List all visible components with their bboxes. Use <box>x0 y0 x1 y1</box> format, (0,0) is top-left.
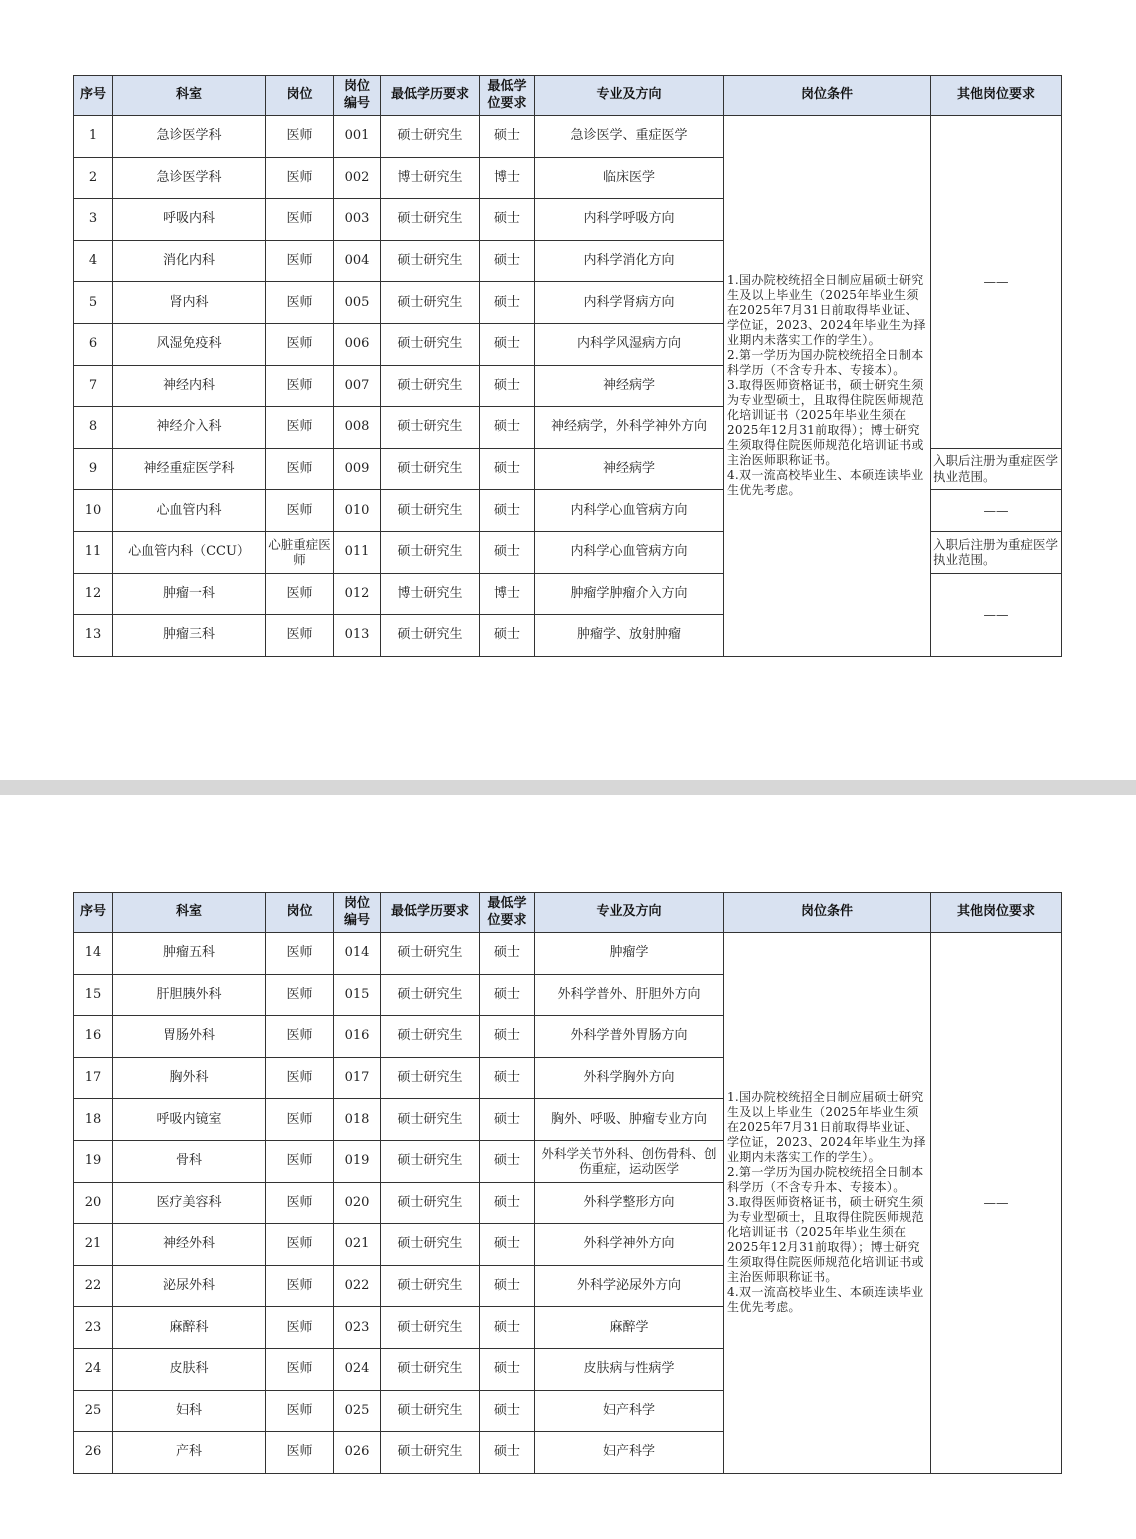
major-cell: 外科学胸外方向 <box>535 1057 724 1099</box>
condition-item: 1.国办院校统招全日制应届硕士研究生及以上毕业生（2025年毕业生须在2025年7月31日前取得毕业证、学位证，2023、2024年毕业生为择业期内未落实工作的学生）。 <box>727 1090 926 1165</box>
header-post-code-line1: 岗位 <box>343 79 370 95</box>
post-cell: 医师 <box>266 1390 334 1432</box>
condition-item: 2.第一学历为国办院校统招全日制本科学历（不含专升本、专接本）。 <box>727 1165 924 1195</box>
dept-cell: 肿瘤一科 <box>113 573 266 615</box>
post-cell: 医师 <box>266 448 334 490</box>
header-post-code <box>334 893 381 933</box>
header-seq: 序号 <box>74 76 113 116</box>
degree-cell: 硕士 <box>480 282 535 324</box>
dept-cell: 心血管内科（CCU） <box>113 531 266 573</box>
code-cell: 005 <box>334 282 381 324</box>
seq-cell: 22 <box>74 1265 113 1307</box>
post-cell: 医师 <box>266 1224 334 1266</box>
dept-cell: 妇科 <box>113 1390 266 1432</box>
seq-cell: 4 <box>74 240 113 282</box>
edu-cell: 硕士研究生 <box>381 448 480 490</box>
seq-cell: 25 <box>74 1390 113 1432</box>
code-cell: 022 <box>334 1265 381 1307</box>
degree-cell: 硕士 <box>480 116 535 158</box>
degree-cell: 硕士 <box>480 1182 535 1224</box>
degree-cell: 硕士 <box>480 323 535 365</box>
code-cell: 014 <box>334 933 381 975</box>
seq-cell: 21 <box>74 1224 113 1266</box>
degree-cell: 硕士 <box>480 615 535 657</box>
major-cell: 麻醉学 <box>535 1307 724 1349</box>
header-post-code <box>334 76 381 116</box>
code-cell: 003 <box>334 199 381 241</box>
major-cell: 外科学关节外科、创伤骨科、创伤重症，运动医学 <box>535 1140 724 1182</box>
major-cell: 外科学普外胃肠方向 <box>535 1016 724 1058</box>
header-condition: 岗位条件 <box>724 893 931 933</box>
degree-cell: 博士 <box>480 157 535 199</box>
seq-cell: 17 <box>74 1057 113 1099</box>
other-note-cell: 入职后注册为重症医学执业范围。 <box>931 531 1062 573</box>
dept-cell: 肿瘤三科 <box>113 615 266 657</box>
major-cell: 妇产科学 <box>535 1390 724 1432</box>
seq-cell: 14 <box>74 933 113 975</box>
header-degree-line2: 位要求 <box>487 95 527 111</box>
header-edu: 最低学历要求 <box>381 76 480 116</box>
other-dash-cell: —— <box>931 116 1062 449</box>
dept-cell: 肾内科 <box>113 282 266 324</box>
seq-cell: 23 <box>74 1307 113 1349</box>
edu-cell: 硕士研究生 <box>381 407 480 449</box>
major-cell: 肿瘤学 <box>535 933 724 975</box>
major-cell: 外科学整形方向 <box>535 1182 724 1224</box>
edu-cell: 硕士研究生 <box>381 240 480 282</box>
edu-cell: 硕士研究生 <box>381 1057 480 1099</box>
major-cell: 神经病学 <box>535 365 724 407</box>
degree-cell: 硕士 <box>480 1016 535 1058</box>
major-cell: 胸外、呼吸、肿瘤专业方向 <box>535 1099 724 1141</box>
degree-cell: 博士 <box>480 573 535 615</box>
edu-cell: 硕士研究生 <box>381 1182 480 1224</box>
condition-cell <box>724 116 931 657</box>
seq-cell: 15 <box>74 974 113 1016</box>
code-cell: 024 <box>334 1348 381 1390</box>
dept-cell: 呼吸内镜室 <box>113 1099 266 1141</box>
major-cell: 外科学普外、肝胆外方向 <box>535 974 724 1016</box>
post-cell: 医师 <box>266 1432 334 1474</box>
degree-cell: 硕士 <box>480 933 535 975</box>
dept-cell: 医疗美容科 <box>113 1182 266 1224</box>
seq-cell: 10 <box>74 490 113 532</box>
edu-cell: 硕士研究生 <box>381 365 480 407</box>
edu-cell: 硕士研究生 <box>381 1390 480 1432</box>
seq-cell: 16 <box>74 1016 113 1058</box>
seq-cell: 20 <box>74 1182 113 1224</box>
page-2 <box>0 795 1136 1539</box>
post-cell: 医师 <box>266 1099 334 1141</box>
edu-cell: 硕士研究生 <box>381 531 480 573</box>
code-cell: 025 <box>334 1390 381 1432</box>
major-cell: 肿瘤学、放射肿瘤 <box>535 615 724 657</box>
degree-cell: 硕士 <box>480 1348 535 1390</box>
edu-cell: 硕士研究生 <box>381 1265 480 1307</box>
dept-cell: 急诊医学科 <box>113 157 266 199</box>
degree-cell: 硕士 <box>480 240 535 282</box>
code-cell: 021 <box>334 1224 381 1266</box>
code-cell: 020 <box>334 1182 381 1224</box>
seq-cell: 6 <box>74 323 113 365</box>
header-post-code-line2: 编号 <box>343 95 370 111</box>
code-cell: 010 <box>334 490 381 532</box>
condition-item: 3.取得医师资格证书，硕士研究生须为专业型硕士，且取得住院医师规范化培训证书（2025年毕业生须在2025年12月31前取得）；博士研究生须取得住院医师规范化培训证书或主治医师职称证书。 <box>727 1195 924 1285</box>
major-cell: 外科学神外方向 <box>535 1224 724 1266</box>
degree-cell: 硕士 <box>480 1432 535 1474</box>
seq-cell: 1 <box>74 116 113 158</box>
dept-cell: 麻醉科 <box>113 1307 266 1349</box>
degree-cell: 硕士 <box>480 448 535 490</box>
header-other: 其他岗位要求 <box>931 893 1062 933</box>
condition-item: 2.第一学历为国办院校统招全日制本科学历（不含专升本、专接本）。 <box>727 348 924 378</box>
dept-cell: 急诊医学科 <box>113 116 266 158</box>
major-cell: 内科学肾病方向 <box>535 282 724 324</box>
condition-item: 4.双一流高校毕业生、本硕连读毕业生优先考虑。 <box>727 1285 924 1315</box>
seq-cell: 12 <box>74 573 113 615</box>
post-cell: 医师 <box>266 573 334 615</box>
code-cell: 011 <box>334 531 381 573</box>
dept-cell: 骨科 <box>113 1140 266 1182</box>
code-cell: 009 <box>334 448 381 490</box>
code-cell: 002 <box>334 157 381 199</box>
edu-cell: 硕士研究生 <box>381 1016 480 1058</box>
major-cell: 外科学泌尿外方向 <box>535 1265 724 1307</box>
seq-cell: 18 <box>74 1099 113 1141</box>
edu-cell: 博士研究生 <box>381 573 480 615</box>
edu-cell: 硕士研究生 <box>381 490 480 532</box>
code-cell: 015 <box>334 974 381 1016</box>
code-cell: 008 <box>334 407 381 449</box>
edu-cell: 硕士研究生 <box>381 1307 480 1349</box>
major-cell: 神经病学 <box>535 448 724 490</box>
seq-cell: 5 <box>74 282 113 324</box>
edu-cell: 硕士研究生 <box>381 933 480 975</box>
header-post-code-line1: 岗位 <box>343 896 370 912</box>
code-cell: 004 <box>334 240 381 282</box>
edu-cell: 硕士研究生 <box>381 1099 480 1141</box>
edu-cell: 硕士研究生 <box>381 282 480 324</box>
post-cell: 医师 <box>266 323 334 365</box>
dept-cell: 风湿免疫科 <box>113 323 266 365</box>
major-cell: 急诊医学、重症医学 <box>535 116 724 158</box>
degree-cell: 硕士 <box>480 199 535 241</box>
edu-cell: 硕士研究生 <box>381 323 480 365</box>
seq-cell: 19 <box>74 1140 113 1182</box>
post-cell: 医师 <box>266 240 334 282</box>
dept-cell: 胸外科 <box>113 1057 266 1099</box>
post-cell: 医师 <box>266 199 334 241</box>
recruitment-table-2 <box>73 892 1062 1474</box>
seq-cell: 2 <box>74 157 113 199</box>
header-dept: 科室 <box>113 893 266 933</box>
degree-cell: 硕士 <box>480 490 535 532</box>
degree-cell: 硕士 <box>480 1390 535 1432</box>
post-cell: 医师 <box>266 1348 334 1390</box>
post-cell: 医师 <box>266 1265 334 1307</box>
post-cell: 医师 <box>266 407 334 449</box>
dept-cell: 神经外科 <box>113 1224 266 1266</box>
degree-cell: 硕士 <box>480 531 535 573</box>
header-degree <box>480 76 535 116</box>
dept-cell: 神经重症医学科 <box>113 448 266 490</box>
header-post-code-line2: 编号 <box>343 912 370 928</box>
header-degree-line2: 位要求 <box>487 912 527 928</box>
major-cell: 内科学风湿病方向 <box>535 323 724 365</box>
header-other: 其他岗位要求 <box>931 76 1062 116</box>
edu-cell: 硕士研究生 <box>381 974 480 1016</box>
header-major: 专业及方向 <box>535 76 724 116</box>
degree-cell: 硕士 <box>480 365 535 407</box>
degree-cell: 硕士 <box>480 1224 535 1266</box>
seq-cell: 8 <box>74 407 113 449</box>
degree-cell: 硕士 <box>480 1265 535 1307</box>
dept-cell: 胃肠外科 <box>113 1016 266 1058</box>
edu-cell: 硕士研究生 <box>381 1432 480 1474</box>
dept-cell: 肿瘤五科 <box>113 933 266 975</box>
post-cell: 医师 <box>266 157 334 199</box>
degree-cell: 硕士 <box>480 1057 535 1099</box>
degree-cell: 硕士 <box>480 1099 535 1141</box>
other-dash-cell: —— <box>931 490 1062 532</box>
post-cell: 医师 <box>266 282 334 324</box>
post-cell: 医师 <box>266 490 334 532</box>
degree-cell: 硕士 <box>480 407 535 449</box>
post-cell: 医师 <box>266 1057 334 1099</box>
edu-cell: 硕士研究生 <box>381 1348 480 1390</box>
edu-cell: 硕士研究生 <box>381 1140 480 1182</box>
post-cell: 医师 <box>266 615 334 657</box>
seq-cell: 13 <box>74 615 113 657</box>
post-cell: 心脏重症医师 <box>266 531 334 573</box>
dept-cell: 泌尿外科 <box>113 1265 266 1307</box>
table-header-row <box>74 893 1062 933</box>
condition-item: 3.取得医师资格证书，硕士研究生须为专业型硕士，且取得住院医师规范化培训证书（2025年毕业生须在2025年12月31前取得）；博士研究生须取得住院医师规范化培训证书或主治医师职称证书。 <box>727 378 924 468</box>
seq-cell: 11 <box>74 531 113 573</box>
major-cell: 皮肤病与性病学 <box>535 1348 724 1390</box>
seq-cell: 9 <box>74 448 113 490</box>
code-cell: 019 <box>334 1140 381 1182</box>
code-cell: 017 <box>334 1057 381 1099</box>
seq-cell: 3 <box>74 199 113 241</box>
header-degree-line1: 最低学 <box>487 896 527 912</box>
page-divider <box>0 780 1136 795</box>
major-cell: 内科学呼吸方向 <box>535 199 724 241</box>
code-cell: 023 <box>334 1307 381 1349</box>
code-cell: 026 <box>334 1432 381 1474</box>
post-cell: 医师 <box>266 1140 334 1182</box>
major-cell: 肿瘤学肿瘤介入方向 <box>535 573 724 615</box>
major-cell: 妇产科学 <box>535 1432 724 1474</box>
major-cell: 临床医学 <box>535 157 724 199</box>
dept-cell: 肝胆胰外科 <box>113 974 266 1016</box>
code-cell: 012 <box>334 573 381 615</box>
seq-cell: 7 <box>74 365 113 407</box>
table-row <box>74 116 1062 158</box>
dept-cell: 神经内科 <box>113 365 266 407</box>
code-cell: 007 <box>334 365 381 407</box>
code-cell: 013 <box>334 615 381 657</box>
dept-cell: 产科 <box>113 1432 266 1474</box>
header-edu: 最低学历要求 <box>381 893 480 933</box>
code-cell: 001 <box>334 116 381 158</box>
post-cell: 医师 <box>266 974 334 1016</box>
header-post: 岗位 <box>266 76 334 116</box>
header-dept: 科室 <box>113 76 266 116</box>
edu-cell: 硕士研究生 <box>381 1224 480 1266</box>
condition-cell <box>724 933 931 1474</box>
header-major: 专业及方向 <box>535 893 724 933</box>
major-cell: 神经病学，外科学神外方向 <box>535 407 724 449</box>
edu-cell: 硕士研究生 <box>381 116 480 158</box>
header-post: 岗位 <box>266 893 334 933</box>
edu-cell: 硕士研究生 <box>381 615 480 657</box>
dept-cell: 呼吸内科 <box>113 199 266 241</box>
major-cell: 内科学心血管病方向 <box>535 490 724 532</box>
seq-cell: 24 <box>74 1348 113 1390</box>
major-cell: 内科学心血管病方向 <box>535 531 724 573</box>
header-seq: 序号 <box>74 893 113 933</box>
header-condition: 岗位条件 <box>724 76 931 116</box>
condition-item: 4.双一流高校毕业生、本硕连读毕业生优先考虑。 <box>727 468 924 498</box>
degree-cell: 硕士 <box>480 1140 535 1182</box>
post-cell: 医师 <box>266 933 334 975</box>
dept-cell: 消化内科 <box>113 240 266 282</box>
post-cell: 医师 <box>266 1182 334 1224</box>
other-dash-cell: —— <box>931 573 1062 656</box>
table-row <box>74 933 1062 975</box>
code-cell: 018 <box>334 1099 381 1141</box>
edu-cell: 博士研究生 <box>381 157 480 199</box>
major-cell: 内科学消化方向 <box>535 240 724 282</box>
dept-cell: 心血管内科 <box>113 490 266 532</box>
other-note-cell: 入职后注册为重症医学执业范围。 <box>931 448 1062 490</box>
header-degree-line1: 最低学 <box>487 79 527 95</box>
edu-cell: 硕士研究生 <box>381 199 480 241</box>
code-cell: 016 <box>334 1016 381 1058</box>
post-cell: 医师 <box>266 365 334 407</box>
post-cell: 医师 <box>266 1307 334 1349</box>
code-cell: 006 <box>334 323 381 365</box>
recruitment-table-1 <box>73 75 1062 657</box>
dept-cell: 神经介入科 <box>113 407 266 449</box>
other-dash-cell: —— <box>931 933 1062 1474</box>
table-header-row <box>74 76 1062 116</box>
condition-item: 1.国办院校统招全日制应届硕士研究生及以上毕业生（2025年毕业生须在2025年7月31日前取得毕业证、学位证，2023、2024年毕业生为择业期内未落实工作的学生）。 <box>727 273 926 348</box>
degree-cell: 硕士 <box>480 1307 535 1349</box>
post-cell: 医师 <box>266 1016 334 1058</box>
header-degree <box>480 893 535 933</box>
degree-cell: 硕士 <box>480 974 535 1016</box>
post-cell: 医师 <box>266 116 334 158</box>
dept-cell: 皮肤科 <box>113 1348 266 1390</box>
seq-cell: 26 <box>74 1432 113 1474</box>
